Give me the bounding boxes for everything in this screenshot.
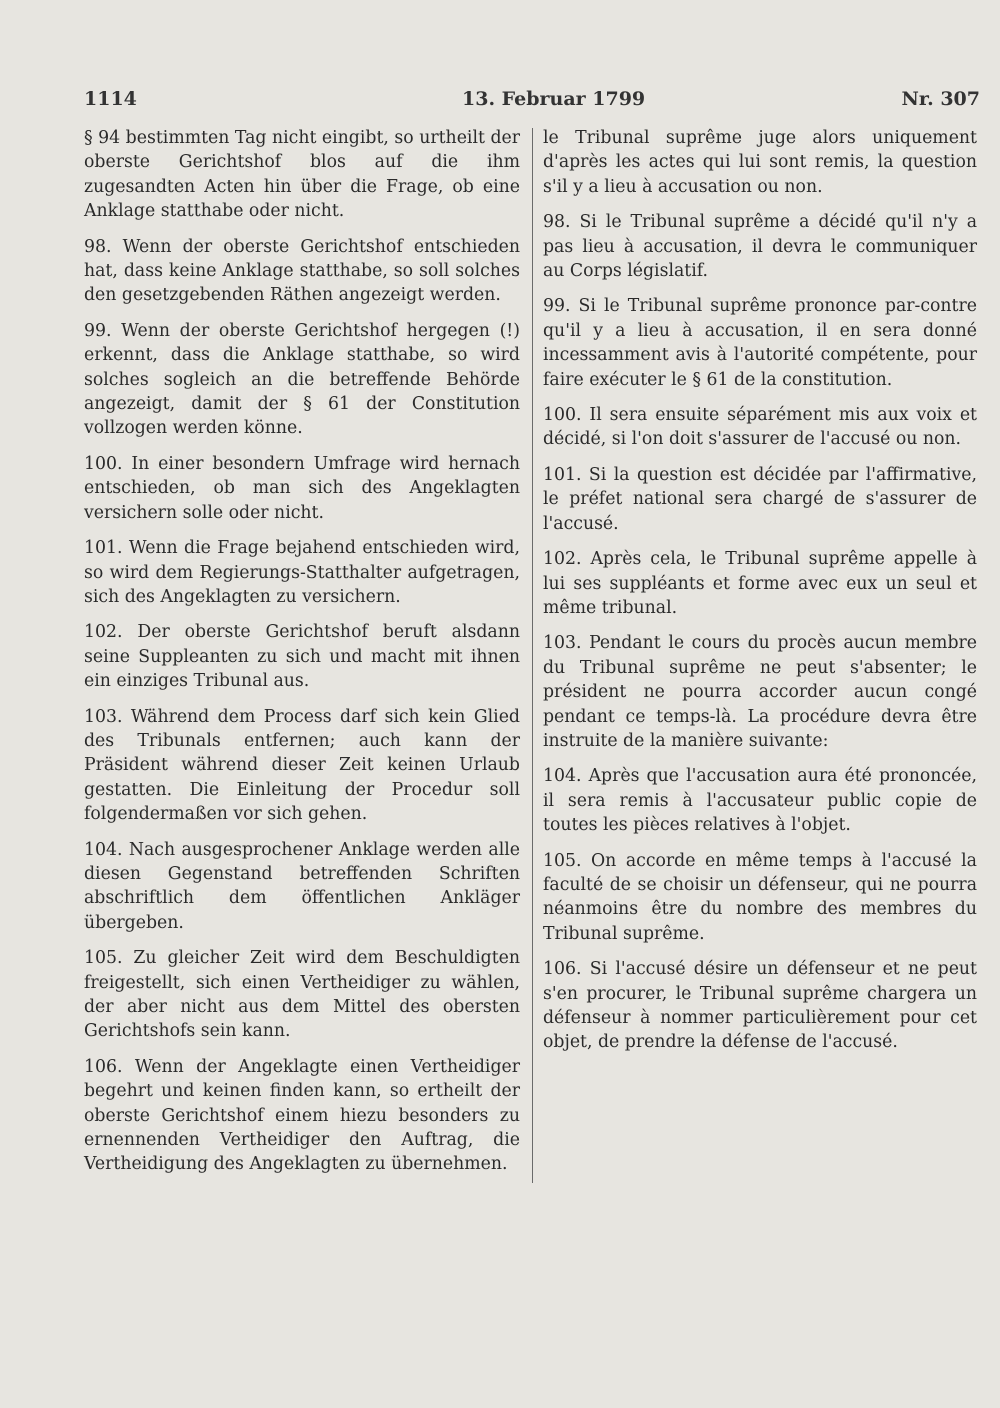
paragraph-99-fr: 99. Si le Tribunal suprême prononce par-contre qu'il y a lieu à accusation, il en sera donné incessamment avis à l'autorité compétente, pour faire exécuter le § 61 de la constitution. xyxy=(543,296,977,390)
paragraph-98-fr: 98. Si le Tribunal suprême a décidé qu'il n'y a pas lieu à accusation, il devra le communiquer au Corps législatif. xyxy=(543,212,977,282)
page-header xyxy=(84,88,980,118)
french-column xyxy=(543,126,977,1066)
paragraph-102-fr: 102. Après cela, le Tribunal suprême appelle à lui ses suppléants et forme avec eux un seul et même tribunal. xyxy=(543,549,977,618)
document-number: Nr. 307 xyxy=(901,88,980,110)
paragraph-98: 98. Wenn der oberste Gerichtshof entschieden hat, dass keine Anklage statthabe, so soll solches den gesetzgebenden Räthen angezeigt werden. xyxy=(84,236,520,306)
paragraph-105: 105. Zu gleicher Zeit wird dem Beschuldigten freigestellt, sich einen Vertheidiger zu wählen, der aber nicht aus dem Mittel des obersten Gerichtshofs sein kann. xyxy=(84,948,520,1042)
paragraph-100-fr: 100. Il sera ensuite séparément mis aux voix et décidé, si l'on doit s'assurer de l'accusé ou non. xyxy=(543,405,977,450)
paragraph-103: 103. Während dem Process darf sich kein Glied des Tribunals entfernen; auch kann der Präsident während dieser Zeit keinen Urlaub gestatten. Die Einleitung der Procedur soll folgendermaßen vor sich gehen. xyxy=(84,706,520,825)
paragraph-106: 106. Wenn der Angeklagte einen Vertheidiger begehrt und keinen finden kann, so ertheilt der oberste Gerichtshof einem hiezu besonders zu ernennenden Vertheidiger den Auftrag, die Vertheidigung des Angeklagten zu übernehmen. xyxy=(84,1056,520,1175)
paragraph-106-fr: 106. Si l'accusé désire un défenseur et ne peut s'en procurer, le Tribunal suprême chargera un défenseur à nommer particulièrement pour cet objet, de prendre la défense de l'accusé. xyxy=(543,959,977,1053)
page-number: 1114 xyxy=(84,88,137,110)
german-column xyxy=(84,126,520,1188)
paragraph-101-fr: 101. Si la question est décidée par l'affirmative, le préfet national sera chargé de s'assurer de l'accusé. xyxy=(543,464,977,534)
paragraph-104-fr: 104. Après que l'accusation aura été prononcée, il sera remis à l'accusateur public copie de toutes les pièces relatives à l'objet. xyxy=(543,766,977,836)
paragraph-99: 99. Wenn der oberste Gerichtshof hergegen (!) erkennt, dass die Anklage statthabe, so wird solches sogleich an die betreffende Behörde angezeigt, damit der § 61 der Constitution vollzogen werden könne. xyxy=(84,320,520,439)
paragraph-103-fr: 103. Pendant le cours du procès aucun membre du Tribunal suprême ne peut s'absenter; le président ne pourra accorder aucun congé pendant ce temps-là. La procédure devra être instruite de la manière suivante: xyxy=(543,633,977,751)
paragraph-105-fr: 105. On accorde en même temps à l'accusé la faculté de se choisir un défenseur, qui ne pourra néanmoins être du nombre des membres du Tribunal suprême. xyxy=(543,850,977,944)
paragraph-97-continued: § 94 bestimmten Tag nicht eingibt, so urtheilt der oberste Gerichtshof blos auf die ihm zugesandten Acten hin über die Frage, ob eine Anklage statthabe oder nicht. xyxy=(84,128,520,222)
header-date: 13. Februar 1799 xyxy=(462,88,646,110)
paragraph-102: 102. Der oberste Gerichtshof beruft alsdann seine Suppleanten zu sich und macht mit ihnen ein einziges Tribunal aus. xyxy=(84,622,520,692)
paragraph-100: 100. In einer besondern Umfrage wird hernach entschieden, ob man sich des Angeklagten versichern solle oder nicht. xyxy=(84,453,520,523)
column-divider xyxy=(532,128,533,1183)
paragraph-97-continued-fr: le Tribunal suprême juge alors uniquement d'après les actes qui lui sont remis, la question s'il y a lieu à accusation ou non. xyxy=(543,128,977,197)
paragraph-101: 101. Wenn die Frage bejahend entschieden wird, so wird dem Regierungs-Statthalter aufgetragen, sich des Angeklagten zu versichern. xyxy=(84,538,520,607)
paragraph-104: 104. Nach ausgesprochener Anklage werden alle diesen Gegenstand betreffenden Schriften abschriftlich dem öffentlichen Ankläger übergeben. xyxy=(84,839,520,933)
